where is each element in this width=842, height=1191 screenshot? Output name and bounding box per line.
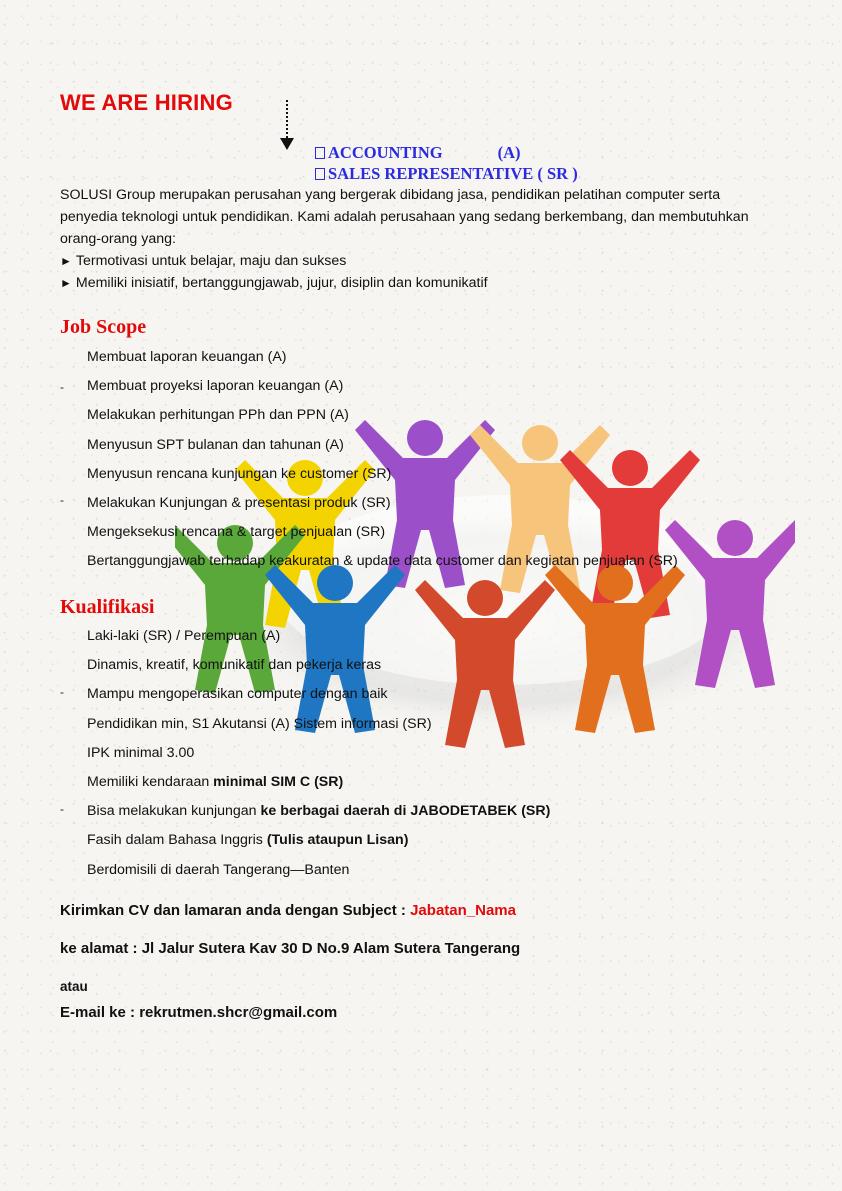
list-item: IPK minimal 3.00: [87, 744, 195, 761]
list-item: Menyusun SPT bulanan dan tahunan (A): [87, 436, 344, 453]
list-item: Melakukan Kunjungan & presentasi produk (SR): [87, 494, 391, 511]
list-item: Berdomisili di daerah Tangerang—Banten: [87, 861, 350, 878]
list-dash-mark: -: [60, 380, 64, 394]
requirement-bullets: [60, 250, 488, 294]
or-label: atau: [60, 979, 88, 994]
list-item: Bertanggungjawab terhadap keakuratan & update data customer dan kegiatan penjualan (SR): [87, 553, 678, 570]
subject-format: Jabatan_Nama: [410, 902, 516, 919]
position-code: (A): [497, 143, 521, 162]
list-item: Melakukan perhitungan PPh dan PPN (A): [87, 407, 349, 424]
bullet-item: [60, 272, 488, 294]
job-scope-list: [87, 348, 678, 582]
triangle-bullet-icon: ►: [60, 276, 72, 290]
position-sales-representative: [315, 163, 578, 184]
list-item: Menyusun rencana kunjungan ke customer (SR): [87, 465, 392, 482]
list-item: Mampu mengoperasikan computer dengan baik: [87, 686, 388, 703]
job-scope-title: Job Scope: [60, 316, 147, 338]
hiring-title: WE ARE HIRING: [60, 90, 233, 115]
triangle-bullet-icon: ►: [60, 254, 72, 268]
position-accounting: [315, 142, 578, 163]
bullet-item: [60, 250, 488, 272]
mailing-address: ke alamat : Jl Jalur Sutera Kav 30 D No.9 Alam Sutera Tangerang: [60, 940, 521, 957]
bullet-text: Termotivasi untuk belajar, maju dan sukses: [75, 253, 347, 269]
company-intro: SOLUSI Group merupakan perusahan yang bergerak dibidang jasa, pendidikan pelatihan computer serta penyedia teknologi untuk pendidikan. Kami adalah perusahaan yang sedang berkembang, dan membutuhkan orang-orang yang:: [60, 187, 749, 247]
list-item: Dinamis, kreatif, komunikatif dan pekerja keras: [87, 657, 382, 674]
position-name: SALES REPRESENTATIVE: [328, 164, 534, 183]
dotted-arrow-icon: [278, 98, 296, 154]
bullet-text: Memiliki inisiatif, bertanggungjawab, jujur, disiplin dan komunikatif: [75, 275, 488, 291]
list-item: Bisa melakukan kunjungan ke berbagai daerah di JABODETABEK (SR): [87, 803, 551, 820]
list-item: Fasih dalam Bahasa Inggris (Tulis ataupun Lisan): [87, 832, 409, 849]
list-item: Laki-laki (SR) / Perempuan (A): [87, 628, 281, 644]
list-dash-mark: -: [60, 493, 64, 507]
send-cv-instruction: Kirimkan CV dan lamaran anda dengan Subject : Jabatan_Nama: [60, 902, 516, 919]
checkbox-icon: [315, 168, 325, 180]
list-item: Membuat proyeksi laporan keuangan (A): [87, 378, 344, 395]
checkbox-icon: [315, 147, 325, 159]
email-contact[interactable]: E-mail ke : rekrutmen.shcr@gmail.com: [60, 1004, 338, 1021]
list-item: Pendidikan min, S1 Akutansi (A) Sistem informasi (SR): [87, 715, 432, 732]
list-item: Membuat laporan keuangan (A): [87, 349, 287, 365]
kualifikasi-list: [87, 627, 550, 890]
list-item: Mengeksekusi rencana & target penjualan (SR): [87, 524, 386, 541]
position-code: ( SR ): [537, 164, 578, 183]
position-list: [315, 142, 578, 184]
list-dash-mark: -: [60, 685, 64, 699]
kualifikasi-title: Kualifikasi: [60, 596, 155, 618]
list-dash-mark: -: [60, 802, 64, 816]
list-item: Memiliki kendaraan minimal SIM C (SR): [87, 773, 344, 790]
position-name: ACCOUNTING: [328, 143, 443, 162]
